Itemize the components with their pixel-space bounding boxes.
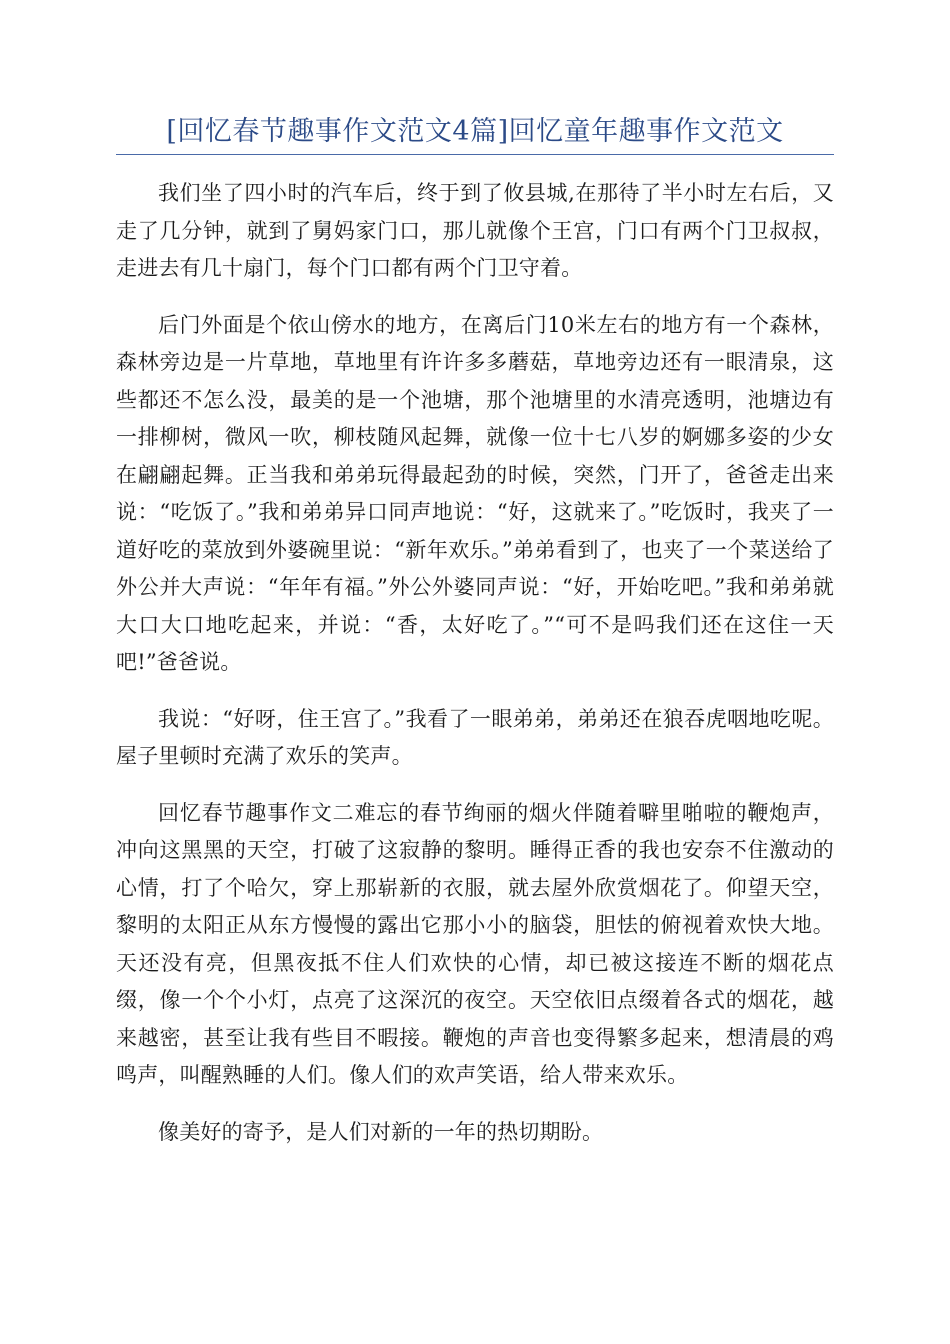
document-title: [回忆春节趣事作文范文4篇]回忆童年趣事作文范文 bbox=[166, 116, 784, 147]
paragraph-5: 像美好的寄予，是人们对新的一年的热切期盼。 bbox=[158, 1119, 604, 1144]
document-body bbox=[116, 175, 834, 1170]
paragraph-3: 我说：“好呀，住王宫了。”我看了一眼弟弟，弟弟还在狼吞虎咽地吃呢。屋子里顿时充满了欢乐的笑声。 bbox=[116, 706, 834, 768]
paragraph-4: 回忆春节趣事作文二难忘的春节绚丽的烟火伴随着噼里啪啦的鞭炮声，冲向这黑黑的天空，打破了这寂静的黎明。睡得正香的我也安奈不住激动的心情，打了个哈欠，穿上那崭新的衣服，就去屋外欣赏烟花了。仰望天空，黎明的太阳正从东方慢慢的露出它那小小的脑袋，胆怯的俯视着欢快大地。天还没有亮，但黑夜抵不住人们欢快的心情，却已被这接连不断的烟花点缀，像一个个小灯，点亮了这深沉的夜空。天空依旧点缀着各式的烟花，越来越密，甚至让我有些目不暇接。鞭炮的声音也变得繁多起来，想清晨的鸡鸣声，叫醒熟睡的人们。像人们的欢声笑语，给人带来欢乐。 bbox=[116, 800, 834, 1087]
paragraph-1: 我们坐了四小时的汽车后，终于到了攸县城,在那待了半小时左右后，又走了几分钟，就到了舅妈家门口，那儿就像个王宫，门口有两个门卫叔叔，走进去有几十扇门，每个门口都有两个门卫守着。 bbox=[116, 181, 834, 280]
paragraph-2: 后门外面是个依山傍水的地方，在离后门10米左右的地方有一个森林，森林旁边是一片草地，草地里有许许多多蘑菇，草地旁边还有一眼清泉，这些都还不怎么没，最美的是一个池塘，那个池塘里的水清亮透明，池塘边有一排柳树，微风一吹，柳枝随风起舞，就像一位十七八岁的婀娜多姿的少女在翩翩起舞。正当我和弟弟玩得最起劲的时候，突然，门开了，爸爸走出来说：“吃饭了。”我和弟弟异口同声地说：“好，这就来了。”吃饭时，我夹了一道好吃的菜放到外婆碗里说：“新年欢乐。”弟弟看到了，也夹了一个菜送给了外公并大声说：“年年有福。”外公外婆同声说：“好，开始吃吧。”我和弟弟就大口大口地吃起来，并说：“香，太好吃了。”“可不是吗我们还在这住一天吧!”爸爸说。 bbox=[116, 312, 834, 674]
title-underline bbox=[116, 154, 834, 155]
